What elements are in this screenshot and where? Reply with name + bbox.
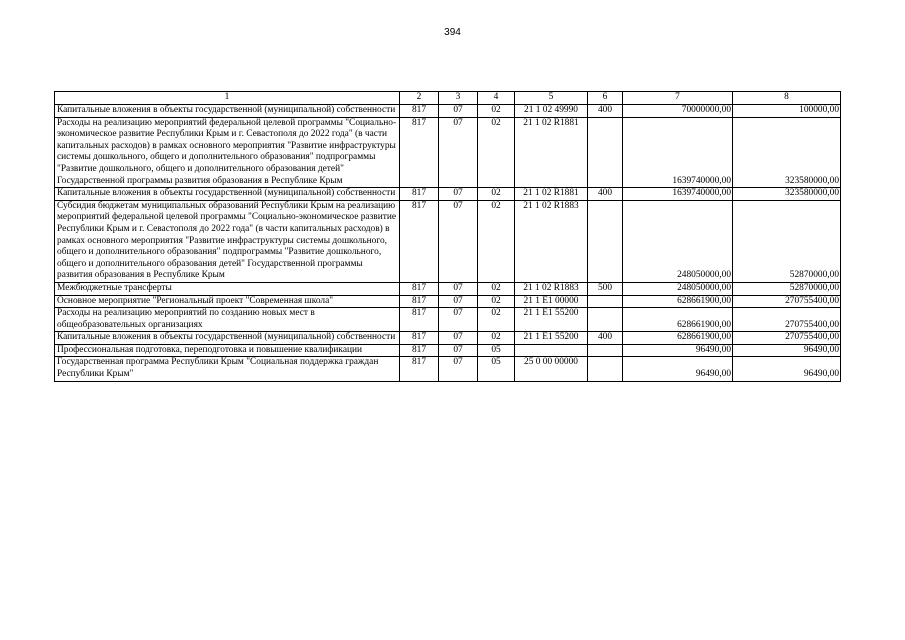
row-col6: [588, 295, 623, 308]
row-description: Основное мероприятие "Региональный проект "Современная школа": [55, 295, 400, 308]
row-col3: 07: [439, 332, 478, 345]
row-col3: 07: [439, 344, 478, 357]
row-col4: 05: [478, 344, 515, 357]
row-description: Расходы на реализацию мероприятий по созданию новых мест в общеобразовательных организациях: [55, 308, 400, 332]
row-col2: 817: [400, 282, 439, 295]
column-header: 7: [623, 92, 733, 105]
table-row: [55, 105, 841, 118]
row-col8: 96490,00: [733, 344, 841, 357]
row-col2: 817: [400, 105, 439, 118]
row-col7: 96490,00: [623, 344, 733, 357]
table-row: [55, 282, 841, 295]
row-col2: 817: [400, 188, 439, 201]
row-description: Профессиональная подготовка, переподготовка и повышение квалификации: [55, 344, 400, 357]
row-col8: 96490,00: [733, 357, 841, 381]
column-header: 4: [478, 92, 515, 105]
row-col7: 1639740000,00: [623, 188, 733, 201]
row-col7: 628661900,00: [623, 332, 733, 345]
row-col4: 02: [478, 295, 515, 308]
row-col8: 100000,00: [733, 105, 841, 118]
table-row: [55, 200, 841, 282]
row-col8: 323580000,00: [733, 188, 841, 201]
column-header: 2: [400, 92, 439, 105]
row-col3: 07: [439, 282, 478, 295]
row-description: Расходы на реализацию мероприятий федеральной целевой программы "Социально-экономическое развитие Республики Крым и г. Севастополя до 2022 года" (в части капитальных расходов) в рамках основного мероприятия "Развитие инфраструктуры системы дошкольного, общего и дополнительного образования" подпрограммы "Развитие дошкольного, общего и дополнительного образования детей" Государственной программы развития образования в Республике Крым: [55, 117, 400, 188]
row-col2: 817: [400, 200, 439, 282]
column-header: 1: [55, 92, 400, 105]
row-col7: 1639740000,00: [623, 117, 733, 188]
row-col2: 817: [400, 308, 439, 332]
row-col4: 02: [478, 117, 515, 188]
row-col5: 21 1 02 49990: [515, 105, 588, 118]
row-description: Капитальные вложения в объекты государственной (муниципальной) собственности: [55, 188, 400, 201]
row-col8: 52870000,00: [733, 200, 841, 282]
row-col4: 02: [478, 332, 515, 345]
table-header-row: [55, 92, 841, 105]
row-col6: [588, 117, 623, 188]
row-col8: 52870000,00: [733, 282, 841, 295]
table-row: [55, 357, 841, 381]
row-col4: 05: [478, 357, 515, 381]
row-col7: 628661900,00: [623, 295, 733, 308]
row-col8: 270755400,00: [733, 308, 841, 332]
column-header: 6: [588, 92, 623, 105]
row-col5: 21 1 02 R1881: [515, 188, 588, 201]
column-header: 5: [515, 92, 588, 105]
row-col4: 02: [478, 105, 515, 118]
page-number: 394: [444, 27, 461, 38]
budget-table: [54, 91, 841, 382]
row-col3: 07: [439, 105, 478, 118]
column-header: 8: [733, 92, 841, 105]
row-col5: 21 1 02 R1881: [515, 117, 588, 188]
row-col6: [588, 308, 623, 332]
row-col7: 70000000,00: [623, 105, 733, 118]
row-col6: 400: [588, 188, 623, 201]
row-col3: 07: [439, 200, 478, 282]
row-col3: 07: [439, 188, 478, 201]
row-col3: 07: [439, 357, 478, 381]
row-col8: 323580000,00: [733, 117, 841, 188]
row-col7: 628661900,00: [623, 308, 733, 332]
row-col5: 21 1 E1 00000: [515, 295, 588, 308]
row-description: Капитальные вложения в объекты государственной (муниципальной) собственности: [55, 105, 400, 118]
table-row: [55, 117, 841, 188]
row-col3: 07: [439, 117, 478, 188]
row-col5: [515, 344, 588, 357]
row-col8: 270755400,00: [733, 295, 841, 308]
row-col2: 817: [400, 117, 439, 188]
row-description: Государственная программа Республики Крым "Социальная поддержка граждан Республики Крым": [55, 357, 400, 381]
row-description: Субсидия бюджетам муниципальных образований Республики Крым на реализацию мероприятий федеральной целевой программы "Социально-экономическое развитие Республики Крым и г. Севастополя до 2022 года" (в части капитальных расходов) в рамках основного мероприятия "Развитие инфраструктуры системы дошкольного, общего и дополнительного образования" подпрограммы "Развитие дошкольного, общего и дополнительного образования детей" Государственной программы развития образования в Республике Крым: [55, 200, 400, 282]
row-col2: 817: [400, 344, 439, 357]
column-header: 3: [439, 92, 478, 105]
row-col8: 270755400,00: [733, 332, 841, 345]
row-col5: 25 0 00 00000: [515, 357, 588, 381]
row-col5: 21 1 E1 55200: [515, 308, 588, 332]
row-description: Капитальные вложения в объекты государственной (муниципальной) собственности: [55, 332, 400, 345]
row-col6: [588, 357, 623, 381]
table-row: [55, 344, 841, 357]
row-col4: 02: [478, 308, 515, 332]
row-description: Межбюджетные трансферты: [55, 282, 400, 295]
row-col6: 400: [588, 332, 623, 345]
row-col6: [588, 200, 623, 282]
row-col5: 21 1 02 R1883: [515, 200, 588, 282]
row-col5: 21 1 02 R1883: [515, 282, 588, 295]
row-col4: 02: [478, 200, 515, 282]
row-col7: 248050000,00: [623, 200, 733, 282]
row-col2: 817: [400, 357, 439, 381]
row-col3: 07: [439, 308, 478, 332]
row-col2: 817: [400, 332, 439, 345]
row-col4: 02: [478, 188, 515, 201]
table-row: [55, 295, 841, 308]
row-col3: 07: [439, 295, 478, 308]
row-col7: 96490,00: [623, 357, 733, 381]
row-col5: 21 1 E1 55200: [515, 332, 588, 345]
table-row: [55, 188, 841, 201]
row-col4: 02: [478, 282, 515, 295]
table-row: [55, 332, 841, 345]
row-col7: 248050000,00: [623, 282, 733, 295]
row-col6: 500: [588, 282, 623, 295]
table-row: [55, 308, 841, 332]
row-col6: [588, 344, 623, 357]
row-col2: 817: [400, 295, 439, 308]
row-col6: 400: [588, 105, 623, 118]
